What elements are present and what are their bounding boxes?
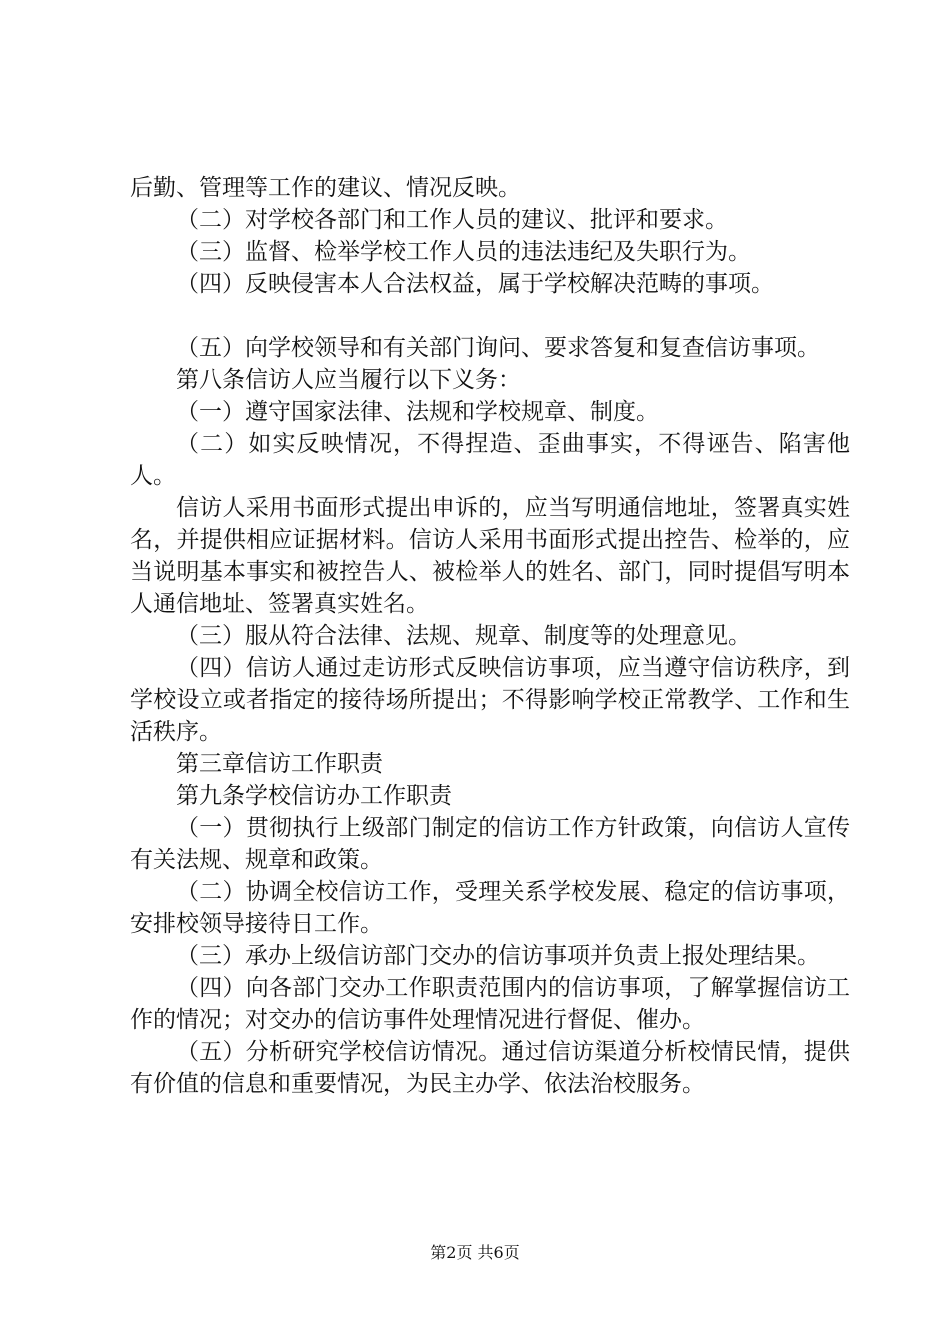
article-8-heading: 第八条信访人应当履行以下义务： bbox=[176, 367, 521, 393]
document-body bbox=[130, 172, 850, 1100]
paragraph-duty-4: （四）信访人通过走访形式反映信访事项，应当遵守信访秩序，到学校设立或者指定的接待场所提出；不得影响学校正常教学、工作和生活秩序。 bbox=[130, 655, 850, 745]
paragraph-responsibility-3: （三）承办上级信访部门交办的信访事项并负责上报处理结果。 bbox=[176, 943, 820, 969]
article-9-heading: 第九条学校信访办工作职责 bbox=[176, 783, 452, 809]
paragraph-responsibility-5: （五）分析研究学校信访情况。通过信访渠道分析校情民情，提供有价值的信息和重要情况，为民主办学、依法治校服务。 bbox=[130, 1039, 850, 1097]
paragraph-continuation: 后勤、管理等工作的建议、情况反映。 bbox=[130, 175, 521, 201]
paragraph-item-5: （五）向学校领导和有关部门询问、要求答复和复查信访事项。 bbox=[176, 335, 820, 361]
chapter-3-heading: 第三章信访工作职责 bbox=[176, 751, 383, 777]
paragraph-item-3: （三）监督、检举学校工作人员的违法违纪及失职行为。 bbox=[176, 239, 751, 265]
paragraph-responsibility-4: （四）向各部门交办工作职责范围内的信访事项，了解掌握信访工作的情况；对交办的信访事件处理情况进行督促、催办。 bbox=[130, 975, 850, 1033]
paragraph-responsibility-1: （一）贯彻执行上级部门制定的信访工作方针政策，向信访人宣传有关法规、规章和政策。 bbox=[130, 815, 850, 873]
paragraph-item-4: （四）反映侵害本人合法权益，属于学校解决范畴的事项。 bbox=[176, 271, 774, 297]
paragraph-item-2: （二）对学校各部门和工作人员的建议、批评和要求。 bbox=[176, 207, 728, 233]
paragraph-duty-1: （一）遵守国家法律、法规和学校规章、制度。 bbox=[176, 399, 659, 425]
page-number-footer: 第2页 共6页 bbox=[430, 1243, 520, 1262]
paragraph-duty-3: （三）服从符合法律、法规、规章、制度等的处理意见。 bbox=[176, 623, 751, 649]
paragraph-written-petition: 信访人采用书面形式提出申诉的，应当写明通信地址，签署真实姓名，并提供相应证据材料。信访人采用书面形式提出控告、检举的，应当说明基本事实和被控告人、被检举人的姓名、部门，同时提倡写明本人通信地址、签署真实姓名。 bbox=[130, 495, 850, 617]
paragraph-responsibility-2: （二）协调全校信访工作，受理关系学校发展、稳定的信访事项，安排校领导接待日工作。 bbox=[130, 879, 850, 937]
paragraph-duty-2: （二）如实反映情况，不得捏造、歪曲事实，不得诬告、陷害他人。 bbox=[130, 431, 850, 489]
